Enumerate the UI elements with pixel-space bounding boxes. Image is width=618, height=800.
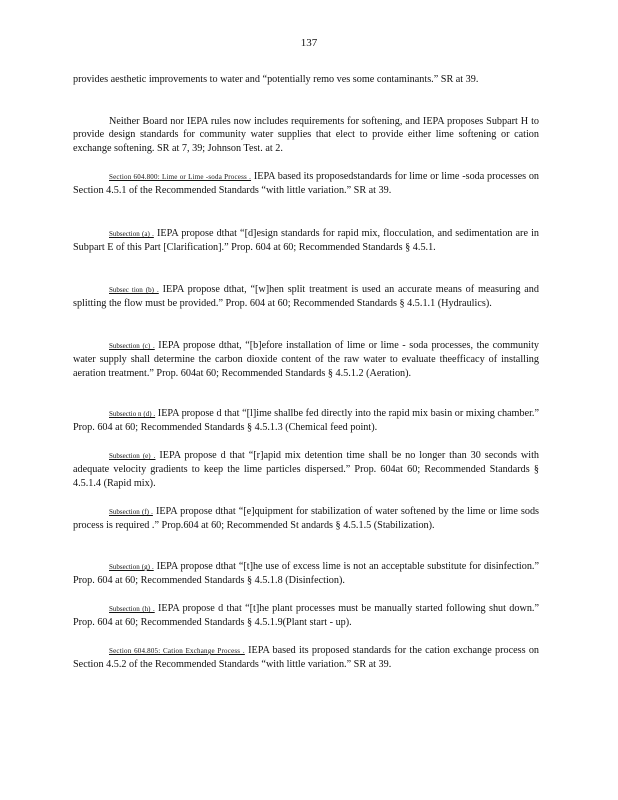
paragraph [73,339,539,380]
paragraph [73,170,539,198]
paragraph-text: IEPA based its proposedstandards for lime or lime -soda processes on Section 4.5.1 of the Recommended Standards “with little variation.” SR at 39. [73,171,540,197]
paragraph-text: IEPA propose d that “[l]ime shallbe fed directly into the rapid mix basin or mixing chamber.” Prop. 604 at 60; Recommended Standards § 4.5.1.3 (Chemical feed point). [73,408,539,434]
section-heading: Section 604.805: Cation Exchange Process . [109,647,245,655]
paragraph [73,644,539,672]
paragraph-text: IEPA based its proposed standards for the cation exchange process on Section 4.5.2 of the Recommended Standards “with little variation.” SR at 39. [73,645,540,671]
paragraph [73,283,539,311]
paragraph-text: IEPA propose dthat “[d]esign standards for rapid mix, flocculation, and sedimentation are in Subpart E of this Part [Clarification].” Prop. 604 at 60; Recommended Standards § 4.5.1. [73,228,539,254]
paragraph [73,227,539,255]
paragraph-text: IEPA propose dthat “[t]he use of excess lime is not an acceptable substitute for disinfection.” Prop. 604 at 60; Recommended Standards § 4.5.1.8 (Disinfection). [73,561,540,587]
paragraph-text: provides aesthetic improvements to water and “potentially remo ves some contaminants.” SR at 39. [73,74,479,85]
paragraph [73,73,539,86]
page-number: 137 [300,37,318,49]
paragraph [73,505,539,533]
paragraph-text: IEPA propose dthat, “[b]efore installation of lime or lime - soda processes, the community water supply shall determine the carbon dioxide content of the raw water to evaluate theefficacy of installing aeration treatment.” Prop. 604at 60; Recommended Standards § 4.5.1.2 (Aeration). [73,340,539,379]
paragraph-text: IEPA propose dthat “[e]quipment for stabilization of water softened by the lime or lime sods process is required .” Prop.604 at 60; Recommended St andards § 4.5.1.5 (Stabilization). [73,506,539,532]
subsection-heading: Subsectio n (d) . [109,410,156,418]
paragraph [73,407,539,435]
paragraph-text: IEPA propose dthat, “[w]hen split treatment is used an accurate means of measuring and splitting the flow must be provided.” Prop. 604 at 60; Recommended Standards § 4.5.1.1 (Hydraulics). [73,284,539,310]
subsection-heading: Subsection (h) . [109,605,155,613]
subsection-heading: Subsection (f) . [109,508,153,516]
paragraph-text: IEPA propose d that “[t]he plant processes must be manually started following shut down.” Prop. 604 at 60; Recommended Standards § 4.5.1.9(Plant start - up). [73,603,539,629]
paragraph [73,560,539,588]
subsection-heading: Subsection (c) . [109,342,155,350]
subsection-heading: Subsection (a) . [109,230,154,238]
paragraph [73,602,539,630]
paragraph-text: IEPA propose d that “[r]apid mix detention time shall be no longer than 30 seconds with adequate velocity gradients to keep the lime particles dispersed.” Prop. 604at 60; Recommended Standards § 4.5.1.4 (Rapid mix). [73,450,539,489]
subsection-heading: Subsec tion (b) . [109,286,159,294]
subsection-heading: Subsection (g) . [109,563,154,571]
section-heading: Section 604.800: Lime or Lime -soda Process . [109,173,252,181]
paragraph [73,115,539,155]
paragraph-text: Neither Board nor IEPA rules now includes requirements for softening, and IEPA proposes Subpart H to provide design standards for community water supplies that elect to provide either lime softening or cation exchange softening. SR at 7, 39; Johnson Test. at 2. [73,116,539,154]
paragraph [73,449,539,490]
subsection-heading: Subsection (e) . [109,452,156,460]
